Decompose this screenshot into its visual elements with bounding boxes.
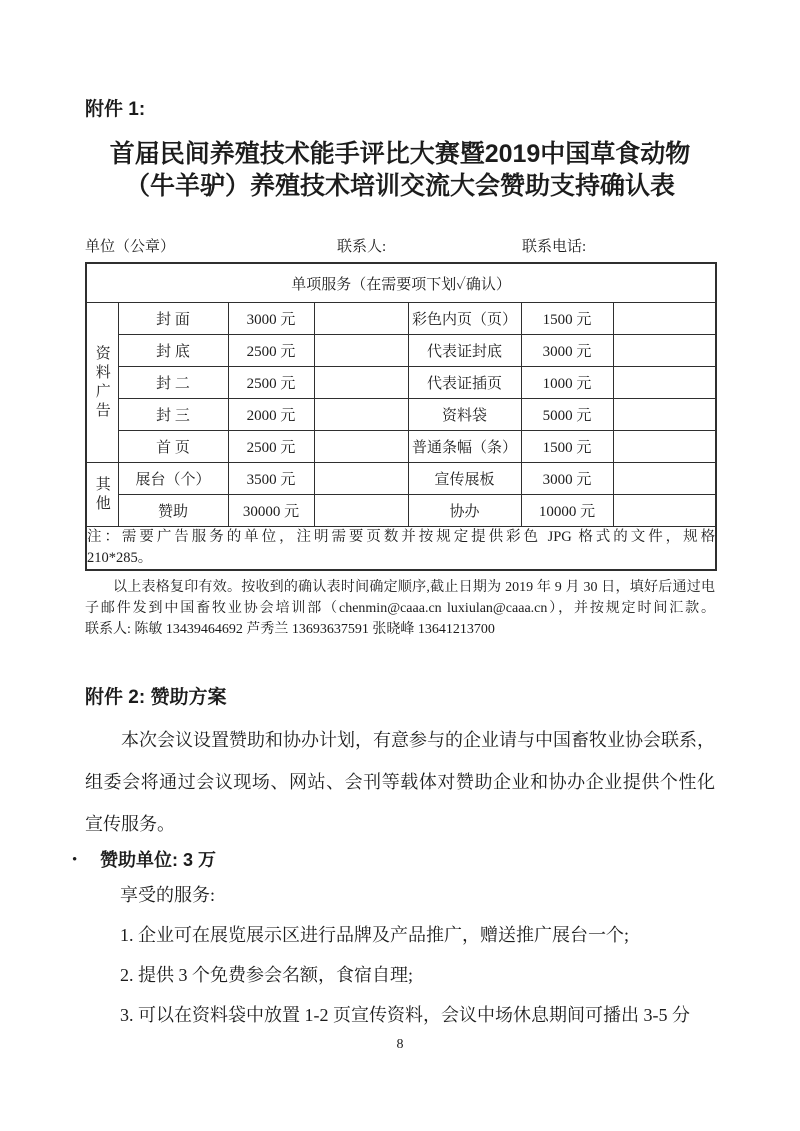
table-note-row [86,527,716,571]
contact-phone-label: 联系电话: [522,239,587,255]
item-cell: 协办 [408,495,521,527]
table-header-row [86,263,716,303]
table-row [86,399,716,431]
item-cell: 封 三 [118,399,228,431]
item-cell: 代表证封底 [408,335,521,367]
price-cell: 30000 元 [228,495,314,527]
confirm-cell [613,367,716,399]
service-item-3: 3. 可以在资料袋中放置 1-2 页宣传资料，会议中场休息期间可播出 3-5 分 [120,1005,690,1025]
price-cell: 2500 元 [228,367,314,399]
price-cell: 2500 元 [228,335,314,367]
contact-person-label: 联系人: [337,239,387,255]
group-label-materials-ads: 资料广告 [86,303,118,463]
attachment1-label: 附件 1: [85,99,146,120]
instructions-line2: 子邮件发到中国畜牧业协会培训部（chenmin@caaa.cn luxiulan@caaa.cn），并按规定时间汇款。 [85,601,715,616]
confirm-cell [613,399,716,431]
table-header: 单项服务（在需要项下划✓确认） [86,263,716,303]
price-cell: 3000 元 [521,335,613,367]
item-cell: 宣传展板 [408,463,521,495]
price-cell: 3000 元 [521,463,613,495]
price-cell: 3500 元 [228,463,314,495]
item-cell: 展台（个） [118,463,228,495]
confirm-cell [613,495,716,527]
bullet-icon: • [72,852,78,868]
document-title [85,138,715,202]
confirm-cell [314,431,408,463]
table-note-line1: 注：需要广告服务的单位，注明需要页数并按规定提供彩色 JPG 格式的文件，规格 [87,529,716,545]
confirm-cell [314,367,408,399]
table-note [86,527,716,571]
item-cell: 首 页 [118,431,228,463]
instructions-contacts: 联系人: 陈敏 13439464692 芦秀兰 13693637591 张晓峰 13641213700 [85,622,495,637]
confirm-cell [613,431,716,463]
service-item-1: 1. 企业可在展览展示区进行品牌及产品推广，赠送推广展台一个; [120,925,629,945]
item-cell: 赞助 [118,495,228,527]
item-cell: 封 底 [118,335,228,367]
service-item-2: 2. 提供 3 个免费参会名额，食宿自理; [120,965,413,985]
item-cell: 彩色内页（页） [408,303,521,335]
price-cell: 5000 元 [521,399,613,431]
intro-line2: 组委会将通过会议现场、网站、会刊等载体对赞助企业和协办企业提供个性化 [85,772,715,792]
form-fields-row [85,235,715,255]
table-row [86,335,716,367]
price-cell: 3000 元 [228,303,314,335]
services-price-table [85,262,717,571]
unit-seal-label: 单位（公章） [85,239,176,255]
table-row [86,367,716,399]
confirm-cell [314,495,408,527]
confirm-cell [314,399,408,431]
confirm-cell [613,335,716,367]
services-enjoyed-label: 享受的服务: [120,885,216,905]
sponsor-unit-bullet [72,845,715,875]
price-cell: 2000 元 [228,399,314,431]
document-title-line1: 首届民间养殖技术能手评比大赛暨2019中国草食动物 [109,140,691,168]
intro-line3: 宣传服务。 [85,814,175,834]
sponsorship-intro-paragraph [85,719,715,845]
intro-line1: 本次会议设置赞助和协办计划，有意参与的企业请与中国畜牧业协会联系， [121,730,715,750]
price-cell: 2500 元 [228,431,314,463]
table-note-line2: 210*285。 [87,550,153,566]
table-row [86,303,716,335]
confirm-cell [613,303,716,335]
item-cell: 封 面 [118,303,228,335]
group-label-other: 其他 [86,463,118,527]
item-cell: 代表证插页 [408,367,521,399]
confirm-cell [613,463,716,495]
page-number: 8 [396,1037,404,1052]
attachment2-heading: 附件 2: 赞助方案 [85,687,227,708]
price-cell: 10000 元 [521,495,613,527]
table-row [86,495,716,527]
table-row [86,463,716,495]
item-cell: 资料袋 [408,399,521,431]
confirm-cell [314,335,408,367]
confirm-cell [314,463,408,495]
price-cell: 1500 元 [521,431,613,463]
document-title-line2: （牛羊驴）养殖技术培训交流大会赞助支持确认表 [124,172,675,200]
item-cell: 封 二 [118,367,228,399]
price-cell: 1000 元 [521,367,613,399]
submission-instructions [85,577,715,640]
price-cell: 1500 元 [521,303,613,335]
sponsor-unit-label: 赞助单位: 3 万 [100,850,217,870]
table-row [86,431,716,463]
item-cell: 普通条幅（条） [408,431,521,463]
instructions-line1: 以上表格复印有效。按收到的确认表时间确定顺序,截止日期为 2019 年 9 月 30 日，填好后通过电 [113,580,715,595]
confirm-cell [314,303,408,335]
